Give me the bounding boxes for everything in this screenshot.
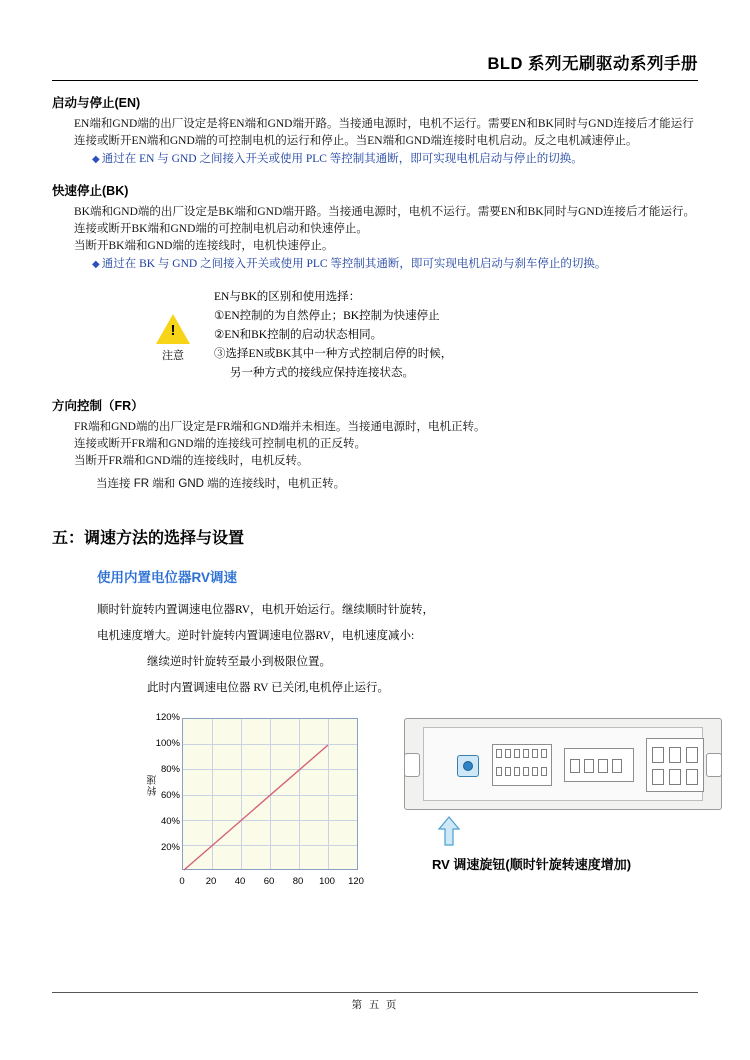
chapter-paragraph-1: 顺时针旋转内置调速电位器RV，电机开始运行。继续顺时针旋转， <box>97 604 435 616</box>
terminal-block-middle <box>564 748 634 782</box>
terminal-screw <box>652 747 664 763</box>
diamond-bullet-icon: ◆ <box>92 154 100 165</box>
page-number: 第 五 页 <box>351 1000 399 1011</box>
chart-y-tick-100: 100% <box>155 738 180 749</box>
chart-x-tick-120: 120 <box>348 876 364 887</box>
terminal-screw <box>652 769 664 785</box>
chart-x-tick-80: 80 <box>292 876 304 887</box>
pin <box>496 749 502 758</box>
section-bk-bullet <box>92 255 698 274</box>
header-divider <box>52 80 698 81</box>
pin-header-connector <box>492 744 552 786</box>
pin <box>532 767 538 776</box>
figure-row <box>52 712 698 916</box>
section-en-bullet-text: 通过在 EN 与 GND 之间接入开关或使用 PLC 等控制其通断，即可实现电机启动与停止的切换。 <box>101 153 583 165</box>
pin <box>514 767 520 776</box>
chart-plot-area <box>182 718 358 870</box>
warning-label: 注意 <box>162 350 184 362</box>
section-bk-line-3: 当断开BK端和GND端的连接线时，电机快速停止。 <box>74 240 334 252</box>
section-en-line-2: 连接或断开EN端和GND端的可控制电机的运行和停止。当EN端和GND端连接时电机启动。反之电机减速停止。 <box>74 135 638 147</box>
section-fr-line-3: 当断开FR端和GND端的连接线时，电机反转。 <box>74 455 309 467</box>
chart-x-tick-40: 40 <box>234 876 246 887</box>
chapter-indent-1: 继续逆时针旋转至最小到极限位置。 <box>147 656 331 668</box>
driver-board-image <box>404 718 722 810</box>
warning-triangle-icon <box>156 314 190 344</box>
pin <box>523 767 529 776</box>
pin <box>505 749 511 758</box>
section-fr-line-1: FR端和GND端的出厂设定是FR端和GND端并未相连。当接通电源时，电机正转。 <box>74 421 486 433</box>
chart-y-tick-20: 20% <box>160 842 180 853</box>
warning-note <box>152 288 698 384</box>
speed-chart <box>140 712 375 906</box>
section-fr-line-2: 连接或断开FR端和GND端的连接线可控制电机的正反转。 <box>74 438 366 450</box>
chart-x-tick-20: 20 <box>205 876 217 887</box>
chart-y-tick-120: 120% <box>155 712 180 723</box>
pin <box>532 749 538 758</box>
chart-y-axis-label: 转速 <box>148 774 159 796</box>
warning-line-1: EN与BK的区别和使用选择： <box>214 291 361 303</box>
section-heading-en: 启动与停止(EN) <box>52 96 141 110</box>
warning-line-3: ②EN和BK控制的启动状态相同。 <box>214 329 383 341</box>
up-arrow-icon <box>438 816 460 846</box>
page-footer <box>52 992 698 1012</box>
chart-x-tick-0: 0 <box>179 876 185 887</box>
terminal-screw <box>686 769 698 785</box>
section-fr-note: 当连接 FR 端和 GND 端的连接线时，电机正转。 <box>96 478 346 490</box>
terminal-screw <box>570 759 580 773</box>
section-bk-bullet-text: 通过在 BK 与 GND 之间接入开关或使用 PLC 等控制其通断，即可实现电机启动与刹车停止的切换。 <box>101 258 607 270</box>
section-en-bullet <box>92 150 698 169</box>
chapter-title: 五：调速方法的选择与设置 <box>52 530 245 547</box>
chart-y-tick-40: 40% <box>160 816 180 827</box>
chart-x-tick-60: 60 <box>263 876 275 887</box>
device-figure <box>404 716 724 906</box>
warning-line-4: ③选择EN或BK其中一种方式控制启停的时候， <box>214 348 453 360</box>
pin <box>523 749 529 758</box>
pin <box>505 767 511 776</box>
warning-line-5: 另一种方式的接线应保持连接状态。 <box>230 367 414 379</box>
chapter-indent-2: 此时内置调速电位器 RV 已关闭,电机停止运行。 <box>147 682 389 694</box>
section-bk-line-2: 连接或断开BK端和GND端的可控制电机启动和快速停止。 <box>74 223 368 235</box>
manual-title: BLD 系列无刷驱动系列手册 <box>487 55 698 73</box>
chart-series-line <box>183 719 359 871</box>
board-notch-right <box>706 753 722 777</box>
warning-icon-group <box>144 314 202 363</box>
chart-y-tick-60: 60% <box>160 790 180 801</box>
diamond-bullet-icon: ◆ <box>92 259 100 270</box>
rv-potentiometer-knob[interactable] <box>457 755 479 777</box>
board-surface <box>423 727 703 801</box>
board-notch-left <box>404 753 420 777</box>
terminal-screw <box>598 759 608 773</box>
terminal-screw <box>669 747 681 763</box>
terminal-screw <box>669 769 681 785</box>
section-bk-line-1: BK端和GND端的出厂设定是BK端和GND端开路。当接通电源时，电机不运行。需要EN和BK同时与GND连接后才能运行。 <box>74 206 695 218</box>
device-caption: RV 调速旋钮(顺时针旋转速度增加) <box>432 857 632 872</box>
footer-divider <box>52 992 698 993</box>
terminal-screw <box>584 759 594 773</box>
warning-text <box>214 288 698 383</box>
chapter-subtitle: 使用内置电位器RV调速 <box>97 570 238 585</box>
section-heading-fr: 方向控制（FR） <box>52 399 144 413</box>
chart-y-tick-80: 80% <box>160 764 180 775</box>
terminal-screw <box>612 759 622 773</box>
page-header <box>52 0 698 74</box>
section-heading-bk: 快速停止(BK) <box>52 184 129 198</box>
terminal-block-right <box>646 738 704 792</box>
pin <box>496 767 502 776</box>
chapter-paragraph-2: 电机速度增大。逆时针旋转内置调速电位器RV，电机速度减小: <box>97 630 415 642</box>
chart-x-tick-100: 100 <box>319 876 335 887</box>
pin <box>514 749 520 758</box>
warning-line-2: ①EN控制的为自然停止；BK控制为快速停止 <box>214 310 440 322</box>
pin <box>541 749 547 758</box>
section-en-line-1: EN端和GND端的出厂设定是将EN端和GND端开路。当接通电源时，电机不运行。需要EN和BK同时与GND连接后才能运行 <box>74 118 694 130</box>
terminal-screw <box>686 747 698 763</box>
pin <box>541 767 547 776</box>
